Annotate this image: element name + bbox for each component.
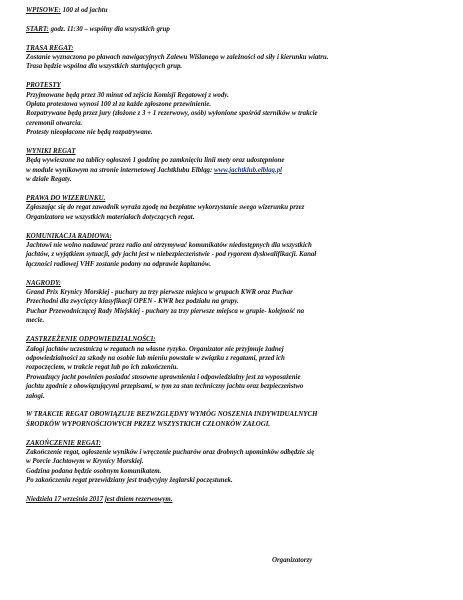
prizes-line-4: mecie.: [26, 317, 45, 325]
results-heading: WYNIKI REGAT: [26, 148, 76, 156]
liability-line-5: jachtu zgodnie z obowiązującymi przepisami, w tym za stan techniczny jachtu oraz bezpieczeństwo: [26, 383, 304, 391]
results-line-2: [26, 166, 444, 175]
radio-line-2: jachtów, z wyjątkiem sytuacji, gdy jacht jest w niebezpieczeństwie - pod rygorem dyskwalifikacji. Kanał: [26, 251, 317, 259]
lifejacket-notice-line-2: ŚRODKÓW WYPORNOŚCIOWYCH PRZEZ WSZYSTKICH CZŁONKÓW ZAŁOGI.: [26, 420, 271, 428]
route-line-2: Trasa będzie wspólna dla wszystkich startujących grup.: [26, 63, 183, 71]
protests-line-3: Rozpatrywane będą przez jury (złożone z 3 + 1 rezerwowy, osób) wyłonione spośród sterników w trakcie: [26, 110, 318, 118]
protests-line-1: Przyjmowane będą przez 30 minut od zejścia Komisji Regatowej z wody.: [26, 91, 229, 99]
prizes-heading: NAGRODY:: [26, 279, 61, 287]
closing-line-2: w Porcie Jachtowym w Krynicy Morskiej.: [26, 458, 144, 466]
prizes-line-1: Grand Prix Krynicy Morskiej - puchary za trzy pierwsze miejsca w grupach KWR oraz Puchar: [26, 289, 293, 297]
start-label: START:: [26, 25, 49, 33]
closing-line-1: Zakończenie regat, ogłoszenie wyników i wręczenie pucharów oraz drobnych upominków odbędzie się: [26, 448, 315, 456]
radio-line-3: łączności radiowej VHF zostanie podany na odprawie kapitanów.: [26, 260, 211, 268]
results-line-2-text: w module wynikowym na stronie internetowej Jachtklubu Elbląg:: [26, 166, 214, 174]
route-heading: TRASA REGAT:: [26, 44, 74, 52]
results-line-1: Będą wywieszone na tablicy ogłoszeń 1 godzinę po zamknięciu linii mety oraz udostępnione: [26, 157, 285, 165]
protests-line-5: Protesty nieopłacone nie będą rozpatrywane.: [26, 129, 153, 137]
radio-heading: KOMUNIKACJA RADIOWA:: [26, 232, 112, 240]
route-line-1: Zostanie wyznaczona po pławach nawigacyjnych Zalewu Wiślanego w zależności od siły i kierunku wiatru.: [26, 54, 329, 61]
entry-fee-line: [26, 6, 444, 15]
club-website-link[interactable]: www.jachtklub.elblag.pl: [214, 166, 283, 174]
image-rights-heading: PRAWA DO WIZERUNKU.: [26, 195, 106, 203]
protests-line-4: ceremonii otwarcia.: [26, 119, 83, 127]
closing-line-4: Po zakończeniu regat przewidziany jest tradycyjny żeglarski poczęstunek.: [26, 477, 233, 485]
liability-line-3: rozpoczęciem, w trakcie regat lub po ich zakończeniu.: [26, 364, 179, 372]
protests-heading: PROTESTY: [26, 82, 61, 90]
results-line-3: w dziale Regaty.: [26, 176, 72, 184]
radio-line-1: Jachtowi nie wolno nadawać przez radio ani otrzymywać komunikatów niedostępnych dla wszystkich: [26, 242, 312, 250]
document-page: [26, 6, 444, 504]
liability-line-1: Załogi jachtów uczestniczą w regatach na własne ryzyko. Organizator nie przyjmuje żadnej: [26, 345, 284, 353]
start-line: [26, 25, 444, 34]
entry-fee-label: WPISOWE:: [26, 7, 61, 14]
entry-fee-text: 100 zł od jachtu: [60, 7, 108, 14]
organizers-signature: Organizatorzy: [272, 557, 313, 564]
prizes-line-2: Przechodni dla zwycięzcy klasyfikacji OPEN - KWR bez podziału na grupy.: [26, 298, 239, 306]
image-rights-line-1: Zgłaszając się do regat zawodnik wyraża zgodę na bezpłatne wykorzystanie swego wizerunku przez: [26, 204, 305, 212]
liability-line-4: Prowadzący jacht powinien posiadać stosowne uprawnienia i odpowiedzialny jest za wyposażenie: [26, 373, 301, 381]
closing-heading: ZAKOŃCZENIE REGAT:: [26, 439, 102, 447]
liability-heading: ZASTRZEŻENIE ODPOWIEDZIALNOŚCI:: [26, 336, 156, 344]
prizes-line-3: Puchar Przewodniczącej Rady Miejskiej - puchary za trzy pierwsze miejsca w grupie- kolejność na: [26, 307, 305, 315]
image-rights-line-2: Organizatora we wszystkich materiałach dotyczących regat.: [26, 213, 195, 221]
liability-line-2: odpowiedzialności za szkody na osobie lub mieniu powstałe w związku z regatami, przed ich: [26, 354, 285, 362]
reserve-day-note: Niedziela 17 września 2017 jest dniem rezerwowym.: [26, 495, 173, 503]
protests-line-2: Opłata protestowa wynosi 100 zł za każde zgłoszone przewinienie.: [26, 101, 212, 109]
closing-line-3: Godzina podana będzie osobnym komunikatem.: [26, 467, 162, 475]
lifejacket-notice-line-1: W TRAKCIE REGAT OBOWIĄZUJE BEZWZGLĘDNY WYMÓG NOSZENIA INDYWIDUALNYCH: [26, 411, 318, 419]
start-text: godz. 11:30 – wspólny dla wszystkich grup: [48, 25, 170, 33]
liability-line-6: załogi.: [26, 392, 45, 400]
